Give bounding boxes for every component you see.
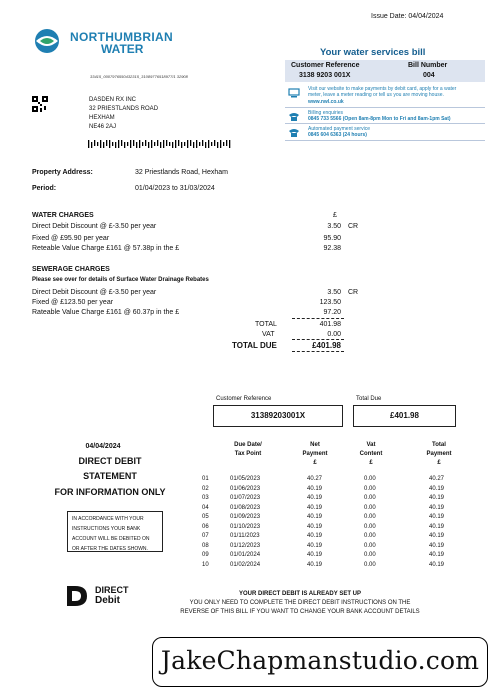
net-payment: 40.19 (307, 514, 323, 520)
footer-line3: REVERSE OF THIS BILL IF YOU WANT TO CHANGE YOUR BANK ACCOUNT DETAILS (180, 609, 420, 615)
vat-rule (292, 339, 344, 340)
tracking-code: 33415_0007976550432315_31089776518977/1 32908 (90, 74, 188, 79)
vat-label: VAT (262, 331, 275, 338)
bill-number-value: 004 (423, 72, 435, 79)
net-payment: 40.19 (307, 533, 323, 539)
address-line: 32 PRIESTLANDS ROAD (89, 106, 159, 112)
statement-date: 04/04/2024 (85, 443, 121, 450)
net-payment: 40.19 (307, 523, 323, 530)
due-date: 01/12/2023 (230, 542, 261, 549)
watermark-banner (152, 637, 488, 687)
row-number: 01 (202, 476, 209, 482)
slip-total-due-label: Total Due (356, 396, 382, 402)
net-payment: 40.19 (307, 485, 323, 492)
sewerage-row-label: Fixed @ £123.50 per year (32, 299, 114, 306)
schedule-header-vat (346, 441, 396, 468)
info-divider (285, 107, 485, 108)
total-payment: 40.27 (429, 476, 445, 482)
vat-content: 0.00 (364, 504, 376, 511)
direct-debit-logo-icon (65, 584, 91, 608)
info-website-line2: meter, leave a meter reading or tell us you are moving house. (308, 92, 444, 98)
header-line: Payment (426, 451, 452, 457)
due-date: 01/02/2024 (230, 561, 261, 568)
notice-line: IN ACCORDANCE WITH YOUR (72, 516, 144, 522)
water-row-label: Fixed @ £95.90 per year (32, 235, 110, 242)
watermark-text: JakeChapmanstudio.com (160, 646, 480, 675)
qr-code-icon (32, 96, 48, 112)
reference-header (285, 60, 485, 82)
statement-line1: DIRECT DEBIT (78, 456, 142, 466)
vat-content: 0.00 (364, 561, 376, 568)
due-date: 01/01/2024 (230, 552, 261, 558)
vat-content: 0.00 (364, 533, 376, 539)
due-date: 01/11/2023 (230, 533, 260, 539)
info-payment-line1: Automated payment service (308, 126, 370, 132)
water-row-amount: 3.50 (327, 223, 341, 230)
sewerage-subheading: Please see over for details of Surface Water Drainage Rebates (32, 277, 209, 283)
vat-content: 0.00 (364, 523, 376, 530)
notice-line: OR AFTER THE DATES SHOWN. (72, 546, 148, 552)
due-date: 01/06/2023 (230, 485, 261, 492)
sewerage-row-label: Rateable Value Charge £161 @ 60.37p in the £ (32, 309, 180, 316)
slip-reference-box (213, 405, 343, 427)
row-number: 03 (202, 495, 209, 501)
company-name-line1: NORTHUMBRIAN (70, 30, 173, 44)
water-row-amount: 92.38 (323, 245, 341, 252)
schedule-header-total (414, 441, 464, 468)
sewerage-row-amount: 97.20 (323, 309, 341, 316)
sewerage-row-label: Direct Debit Discount @ £-3.50 per year (32, 289, 157, 296)
recipient-address (89, 96, 158, 132)
total-payment: 40.19 (429, 495, 445, 501)
header-line: £ (437, 460, 441, 466)
dd-logo-word2: Debit (95, 595, 120, 606)
net-payment: 40.19 (307, 504, 323, 511)
phone-icon (288, 128, 300, 138)
row-number: 04 (202, 504, 209, 511)
header-line: £ (369, 460, 373, 466)
total-payment: 40.19 (429, 485, 445, 492)
vat-content: 0.00 (364, 514, 376, 520)
row-number: 02 (202, 485, 209, 492)
bill-number-label: Bill Number (408, 62, 448, 69)
slip-total-due-value: £401.98 (390, 411, 419, 420)
sewerage-row-amount: 123.50 (319, 299, 341, 306)
slip-reference-label: Customer Reference (216, 396, 272, 402)
vat-content: 0.00 (364, 542, 376, 549)
address-line: NE46 2AJ (89, 124, 117, 130)
header-line: Vat (366, 442, 376, 448)
total-payment: 40.19 (429, 561, 445, 568)
postal-barcode (88, 140, 233, 148)
customer-reference-value: 3138 9203 001X (299, 72, 351, 79)
header-line: Total (432, 442, 446, 448)
subtotal-rule (292, 318, 344, 319)
total-label: TOTAL (255, 321, 277, 328)
water-row-amount: 95.90 (323, 235, 341, 242)
total-payment: 40.19 (429, 552, 445, 558)
water-drop-logo-icon (30, 27, 66, 55)
statement-notice-box (67, 511, 163, 552)
dd-logo-word1: DIRECT (95, 585, 129, 595)
schedule-header-date (218, 441, 278, 459)
vat-content: 0.00 (364, 495, 376, 501)
net-payment: 40.19 (307, 542, 323, 549)
sewerage-charges-heading: SEWERAGE CHARGES (32, 266, 110, 273)
header-line: £ (313, 460, 317, 466)
property-address-label: Property Address: (32, 169, 93, 176)
bill-title: Your water services bill (320, 47, 426, 58)
total-payment: 40.19 (429, 514, 445, 520)
total-due-rule (292, 351, 344, 352)
slip-reference-value: 31389203001X (250, 411, 306, 420)
footer-line2: YOU ONLY NEED TO COMPLETE THE DIRECT DEBIT INSTRUCTIONS ON THE (189, 600, 411, 606)
row-number: 10 (202, 561, 209, 568)
sewerage-row-amount: 3.50 (327, 289, 341, 296)
address-line: HEXHAM (89, 115, 115, 121)
header-line: Due Date/ (234, 442, 262, 448)
company-logo (30, 27, 66, 55)
company-name-line2: WATER (101, 42, 144, 56)
property-address-value: 32 Priestlands Road, Hexham (135, 169, 228, 176)
water-row-label: Reteable Value Charge £161 @ 57.38p in the £ (32, 245, 180, 252)
payment-phone[interactable]: 0845 604 6363 (24 hours) (308, 132, 367, 138)
total-payment: 40.19 (429, 542, 445, 549)
water-charges-heading: WATER CHARGES (32, 212, 94, 219)
info-website (288, 86, 488, 108)
water-row-note: CR (348, 223, 359, 230)
due-date: 01/08/2023 (230, 504, 261, 511)
footer-line1: YOUR DIRECT DEBIT IS ALREADY SET UP (238, 591, 361, 597)
due-date: 01/05/2023 (230, 476, 261, 482)
statement-line3: FOR INFORMATION ONLY (54, 487, 166, 497)
info-website-line1: Visit our website to make payments by debit card, apply for a water (308, 86, 457, 92)
vat-content: 0.00 (364, 485, 376, 492)
net-payment: 40.19 (307, 561, 323, 568)
website-link[interactable]: www.nwl.co.uk (308, 99, 344, 105)
total-value: 401.98 (319, 321, 341, 328)
slip-total-due-box (353, 405, 456, 427)
net-payment: 40.27 (307, 476, 323, 482)
water-row-label: Direct Debit Discount @ £-3.50 per year (32, 223, 157, 230)
notice-line: INSTRUCTIONS YOUR BANK (72, 526, 141, 532)
period-label: Period: (32, 185, 57, 192)
due-date: 01/09/2023 (230, 514, 261, 520)
address-line: DASDEN RX INC (89, 97, 137, 103)
total-due-label: TOTAL DUE (232, 341, 277, 350)
info-divider (285, 123, 485, 124)
row-number: 06 (202, 523, 209, 530)
header-line: Payment (302, 451, 328, 457)
notice-line: ACCOUNT WILL BE DEBITED ON (72, 536, 150, 542)
due-date: 01/10/2023 (230, 523, 261, 530)
row-number: 07 (202, 533, 209, 539)
info-divider (285, 140, 485, 141)
due-date: 01/07/2023 (230, 495, 261, 501)
total-payment: 40.19 (429, 504, 445, 511)
total-payment: 40.19 (429, 523, 445, 530)
customer-reference-label: Customer Reference (291, 62, 360, 69)
sewerage-row-note: CR (348, 289, 359, 296)
row-number: 08 (202, 542, 209, 549)
vat-content: 0.00 (364, 476, 376, 482)
schedule-header-net (290, 441, 340, 468)
phone-icon (288, 112, 300, 122)
total-payment: 40.19 (429, 533, 445, 539)
net-payment: 40.19 (307, 495, 323, 501)
monitor-icon (288, 88, 300, 98)
header-line: Tax Point (234, 451, 262, 457)
period-value: 01/04/2023 to 31/03/2024 (135, 185, 215, 192)
row-number: 05 (202, 514, 209, 520)
direct-debit-logo (65, 583, 155, 609)
issue-date: Issue Date: 04/04/2024 (371, 13, 444, 20)
currency-symbol: £ (333, 212, 337, 219)
row-number: 09 (202, 552, 209, 558)
header-line: Content (359, 451, 383, 457)
vat-content: 0.00 (364, 552, 376, 558)
header-line: Net (310, 442, 320, 448)
total-due-value: £401.98 (312, 341, 341, 350)
info-billing-line1: Billing enquiries (308, 110, 344, 116)
net-payment: 40.19 (307, 552, 323, 558)
vat-value: 0.00 (327, 331, 341, 338)
billing-phone[interactable]: 0845 733 5566 (Open 8am-8pm Mon to Fri and 8am-1pm Sat) (308, 116, 451, 122)
statement-line2: STATEMENT (83, 471, 137, 481)
